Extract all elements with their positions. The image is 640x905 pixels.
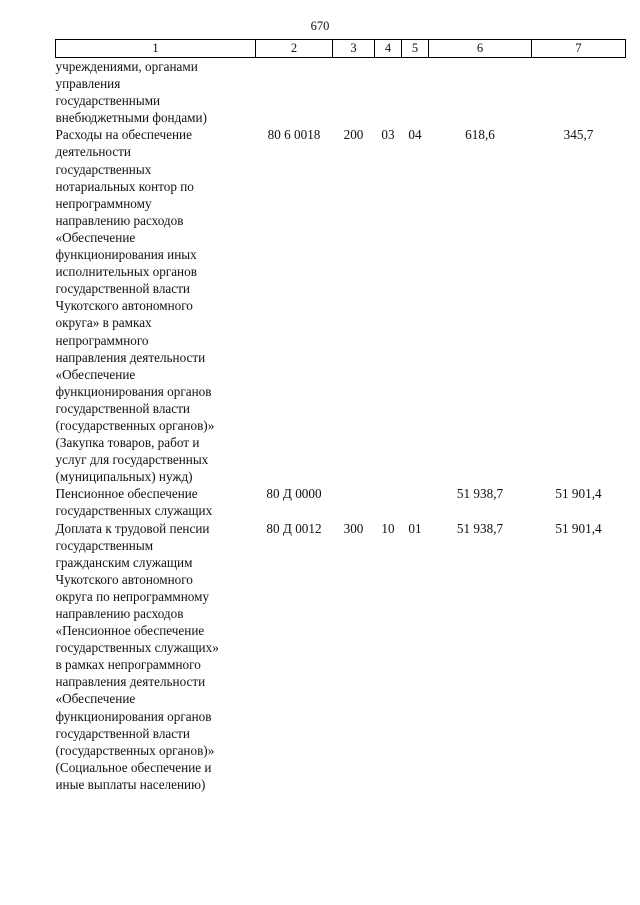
section-code: 10 — [381, 520, 395, 536]
row-name-line: функционирования органов — [55, 383, 212, 399]
column-header-4: 4 — [375, 40, 402, 58]
row-name-line: «Обеспечение — [55, 366, 136, 382]
row-name-line: «Обеспечение — [55, 691, 136, 707]
expense-type-code: 200 — [343, 127, 364, 143]
row-name-line: в рамках непрограммного — [55, 657, 201, 673]
subsection-code: 04 — [408, 127, 422, 143]
row-name-line: услуг для государственных — [55, 452, 209, 468]
subsection-code: 01 — [408, 520, 422, 536]
row-name-line: учреждениями, органами — [55, 59, 198, 74]
row-name-line: (муниципальных) нужд) — [55, 469, 193, 485]
row-name-line: государственных служащих — [55, 503, 213, 519]
section-code — [375, 485, 402, 519]
row-name — [56, 58, 256, 127]
target-article-code: 80 6 0018 — [267, 127, 321, 143]
amount-column-6: 51 938,7 — [456, 486, 504, 502]
row-name-line: Чукотского автономного — [55, 571, 193, 587]
row-name-line: округа по непрограммному — [55, 588, 210, 604]
row-name-line: непрограммному — [55, 195, 152, 211]
row-name-line: управления — [55, 76, 121, 92]
row-name — [56, 126, 256, 485]
table-row — [56, 126, 626, 485]
header-row — [56, 40, 626, 58]
row-name-line: функционирования органов — [55, 708, 212, 724]
row-name-line: государственной власти — [55, 725, 190, 741]
row-name-line: Пенсионное обеспечение — [55, 486, 198, 502]
row-name-line: государственными — [55, 93, 161, 109]
amount-column-6: 618,6 — [465, 127, 495, 143]
row-name-line: деятельности — [55, 144, 131, 160]
column-header-3: 3 — [333, 40, 375, 58]
row-name-line: «Пенсионное обеспечение — [55, 623, 205, 639]
amount-column-7 — [532, 58, 626, 127]
expense-type-code — [333, 58, 375, 127]
row-name — [56, 520, 256, 794]
row-name-line: Расходы на обеспечение — [55, 127, 192, 143]
section-code: 03 — [381, 127, 395, 143]
row-name-line: направлению расходов — [55, 212, 184, 228]
row-name-line: непрограммного — [55, 332, 149, 348]
page-number: 670 — [310, 19, 330, 33]
row-name-line: государственным — [55, 537, 154, 553]
expense-type-code: 300 — [343, 520, 364, 536]
row-name-line: Доплата к трудовой пенсии — [55, 520, 210, 536]
row-name-line: внебюджетными фондами) — [55, 110, 207, 126]
row-name-line: государственных служащих» — [55, 640, 219, 656]
target-article-code: 80 Д 0012 — [266, 520, 322, 536]
expense-type-code — [333, 485, 375, 519]
section-code — [375, 58, 402, 127]
column-header-5: 5 — [402, 40, 429, 58]
row-name-line: направления деятельности — [55, 349, 206, 365]
row-name-line: государственных — [55, 161, 152, 177]
column-header-6: 6 — [429, 40, 532, 58]
column-header-7: 7 — [532, 40, 626, 58]
row-name-line: Чукотского автономного — [55, 298, 193, 314]
row-name-line: нотариальных контор по — [55, 178, 194, 194]
target-article-code: 80 Д 0000 — [266, 486, 322, 502]
amount-column-6: 51 938,7 — [456, 520, 504, 536]
row-name-line: исполнительных органов — [55, 264, 197, 280]
row-name-line: (государственных органов)» — [55, 417, 215, 433]
row-name-line: иные выплаты населению) — [55, 776, 206, 792]
row-name-line: гражданским служащим — [55, 554, 193, 570]
table-body — [56, 58, 626, 794]
row-name — [56, 485, 256, 519]
target-article-code — [256, 58, 333, 127]
column-header-1: 1 — [56, 40, 256, 58]
row-name-line: (Закупка товаров, работ и — [55, 435, 200, 451]
row-name-line: (Социальное обеспечение и — [55, 759, 212, 775]
row-name-line: направлению расходов — [55, 606, 184, 621]
row-name-line: направления деятельности — [55, 674, 206, 690]
table-row — [56, 485, 626, 519]
amount-column-6 — [429, 58, 532, 127]
row-name-line: (государственных органов)» — [55, 742, 215, 758]
column-header-2: 2 — [256, 40, 333, 58]
table-row — [56, 58, 626, 127]
amount-column-7: 51 901,4 — [555, 486, 602, 502]
row-name-line: функционирования иных — [55, 247, 197, 263]
subsection-code — [402, 485, 429, 519]
table-row — [56, 520, 626, 794]
subsection-code — [402, 58, 429, 127]
row-name-line: государственной власти — [55, 281, 190, 297]
amount-column-7: 345,7 — [563, 127, 594, 143]
amount-column-7: 51 901,4 — [555, 520, 602, 536]
row-name-line: государственной власти — [55, 400, 190, 416]
row-name-line: «Обеспечение — [55, 229, 136, 245]
budget-table — [55, 39, 626, 793]
row-name-line: округа» в рамках — [55, 315, 152, 331]
